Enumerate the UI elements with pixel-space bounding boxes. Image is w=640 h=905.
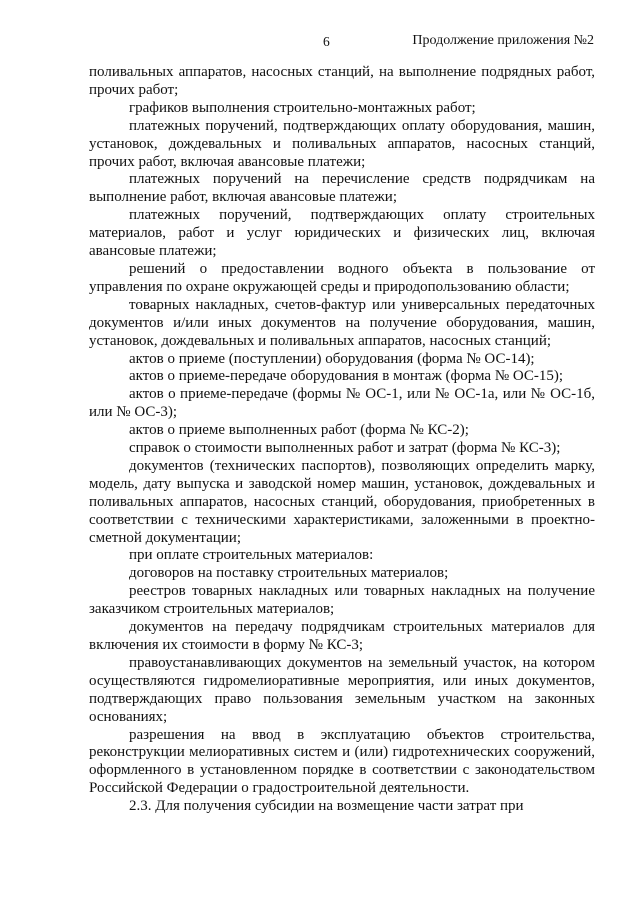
paragraph: актов о приеме-передаче (формы № ОС-1, или № ОС-1а, или № ОС-1б, или № ОС-3); <box>89 386 595 421</box>
paragraph: правоустанавливающих документов на земельный участок, на котором осуществляются гидромелиоративные мероприятия, или иных документов, подтверждающих право пользования земельным участком на законных основаниях; <box>89 654 595 725</box>
paragraph: документов на передачу подрядчикам строительных материалов для включения их стоимости в форму № КС-3; <box>89 619 595 653</box>
paragraph: платежных поручений, подтверждающих оплату оборудования, машин, установок, дождевальных и поливальных аппаратов, насосных станций, прочих работ, включая авансовые платежи; <box>89 117 595 170</box>
paragraph: решений о предоставлении водного объекта в пользование от управления по охране окружающей среды и природопользованию области; <box>89 260 595 295</box>
paragraph: реестров товарных накладных или товарных накладных на получение заказчиком строительных материалов; <box>89 583 595 618</box>
header-note: Продолжение приложения №2 <box>412 33 594 48</box>
paragraph: актов о приеме (поступлении) оборудования (форма № ОС-14); <box>129 350 535 367</box>
paragraph: актов о приеме выполненных работ (форма № КС-2); <box>129 422 469 439</box>
document-body <box>89 64 595 816</box>
paragraph: платежных поручений на перечисление средств подрядчикам на выполнение работ, включая авансовые платежи; <box>89 171 595 206</box>
paragraph: графиков выполнения строительно-монтажных работ; <box>129 99 476 116</box>
paragraph: платежных поручений, подтверждающих оплату строительных материалов, работ и услуг юридических и физических лиц, включая авансовые платежи; <box>89 207 595 260</box>
paragraph: товарных накладных, счетов-фактур или универсальных передаточных документов и/или иных документов на получение оборудования, машин, установок, дождевальных и поливальных аппаратов, насосных станций; <box>89 296 595 349</box>
page-number: 6 <box>323 34 330 49</box>
paragraph: договоров на поставку строительных материалов; <box>129 565 449 582</box>
paragraph: справок о стоимости выполненных работ и затрат (форма № КС-3); <box>129 440 561 457</box>
paragraph: актов о приеме-передаче оборудования в монтаж (форма № ОС-15); <box>129 368 564 385</box>
paragraph: документов (технических паспортов), позволяющих определить марку, модель, дату выпуска и заводской номер машин, установок, дождевальных и поливальных аппаратов, насосных станций, оборудования, приобретенных в соответствии с техническими характеристиками, заложенными в проектно-сметной документации; <box>89 457 595 546</box>
paragraph: 2.3. Для получения субсидии на возмещение части затрат при <box>129 798 524 815</box>
paragraph: при оплате строительных материалов: <box>129 547 374 564</box>
paragraph: поливальных аппаратов, насосных станций, на выполнение подрядных работ, прочих работ; <box>89 64 595 98</box>
paragraph: разрешения на ввод в эксплуатацию объектов строительства, реконструкции мелиоративных систем и (или) гидротехнических сооружений, оформленного в установленном порядке в соответствии с законодательством Российской Федерации о градостроительной деятельности. <box>89 726 595 797</box>
